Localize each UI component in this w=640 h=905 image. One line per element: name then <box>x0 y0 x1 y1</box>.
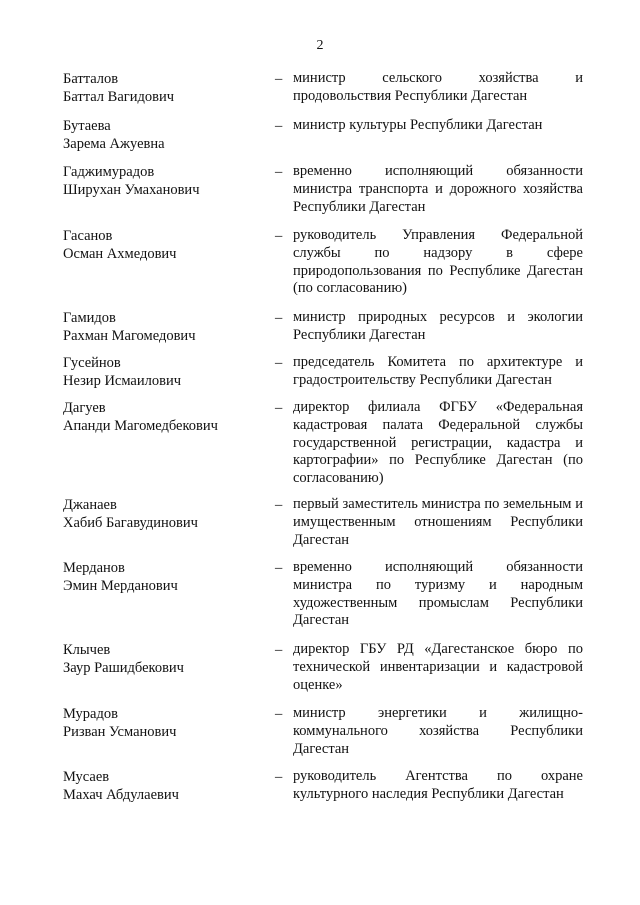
dash-separator: – <box>275 400 283 416</box>
member-name <box>63 705 263 741</box>
member-role: министр энергетики и жилищно-коммунального хозяйства Республики Дагестан <box>293 705 583 757</box>
member-given-name: Зарема Ажуевна <box>63 136 165 152</box>
member-given-name: Баттал Вагидович <box>63 89 175 105</box>
dash-separator: – <box>275 769 283 785</box>
member-role: временно исполняющий обязанности министра транспорта и дорожного хозяйства Республики Дагестан <box>293 163 583 215</box>
member-given-name: Осман Ахмедович <box>63 246 177 262</box>
member-given-name: Рахман Магомедович <box>63 328 196 344</box>
member-list <box>0 70 640 905</box>
member-given-name: Апанди Магомедбекович <box>63 418 218 434</box>
member-given-name: Хабиб Багавудинович <box>63 515 198 531</box>
member-given-name: Эмин Мерданович <box>63 578 178 594</box>
member-name <box>63 641 263 677</box>
member-role: министр сельского хозяйства и продовольствия Республики Дагестан <box>293 70 583 104</box>
member-name <box>63 399 263 435</box>
member-surname: Гаджимурадов <box>63 164 155 180</box>
member-name <box>63 768 263 804</box>
member-name <box>63 227 263 263</box>
member-role: руководитель Управления Федеральной службы по надзору в сфере природопользования по Республике Дагестан (по согласованию) <box>293 227 583 297</box>
member-given-name: Махач Абдулаевич <box>63 787 179 803</box>
member-role: министр природных ресурсов и экологии Республики Дагестан <box>293 309 583 343</box>
member-role: директор филиала ФГБУ «Федеральная кадастровая палата Федеральной службы государственной регистрации, кадастра и картографии» по Республике Дагестан (по согласованию) <box>293 399 583 487</box>
dash-separator: – <box>275 560 283 576</box>
dash-separator: – <box>275 71 283 87</box>
member-role: директор ГБУ РД «Дагестанское бюро по технической инвентаризации и кадастровой оценке» <box>293 641 583 693</box>
member-surname: Батталов <box>63 71 119 87</box>
dash-separator: – <box>275 497 283 513</box>
member-role: руководитель Агентства по охране культурного наследия Республики Дагестан <box>293 768 583 802</box>
member-given-name: Ширухан Умаханович <box>63 182 200 198</box>
member-surname: Мусаев <box>63 769 110 785</box>
member-name <box>63 354 263 390</box>
member-surname: Мерданов <box>63 560 125 576</box>
member-name <box>63 309 263 345</box>
member-name <box>63 559 263 595</box>
dash-separator: – <box>275 355 283 371</box>
member-role: председатель Комитета по архитектуре и градостроительству Республики Дагестан <box>293 354 583 388</box>
member-surname: Бутаева <box>63 118 111 134</box>
member-role: временно исполняющий обязанности министра по туризму и народным художественным промыслам Республики Дагестан <box>293 559 583 629</box>
dash-separator: – <box>275 118 283 134</box>
dash-separator: – <box>275 706 283 722</box>
member-surname: Джанаев <box>63 497 117 513</box>
dash-separator: – <box>275 310 283 326</box>
dash-separator: – <box>275 642 283 658</box>
member-surname: Мурадов <box>63 706 118 722</box>
dash-separator: – <box>275 228 283 244</box>
member-surname: Гамидов <box>63 310 116 326</box>
member-surname: Дагуев <box>63 400 106 416</box>
member-given-name: Заур Рашидбекович <box>63 660 184 676</box>
member-surname: Гасанов <box>63 228 113 244</box>
member-name <box>63 163 263 199</box>
member-surname: Клычев <box>63 642 111 658</box>
member-name <box>63 117 263 153</box>
member-name <box>63 496 263 532</box>
member-role: министр культуры Республики Дагестан <box>293 117 543 133</box>
member-name <box>63 70 263 106</box>
member-given-name: Незир Исмаилович <box>63 373 182 389</box>
dash-separator: – <box>275 164 283 180</box>
member-given-name: Ризван Усманович <box>63 724 177 740</box>
page-number: 2 <box>316 38 324 53</box>
member-surname: Гусейнов <box>63 355 121 371</box>
member-role: первый заместитель министра по земельным и имущественным отношениям Республики Дагестан <box>293 496 583 548</box>
